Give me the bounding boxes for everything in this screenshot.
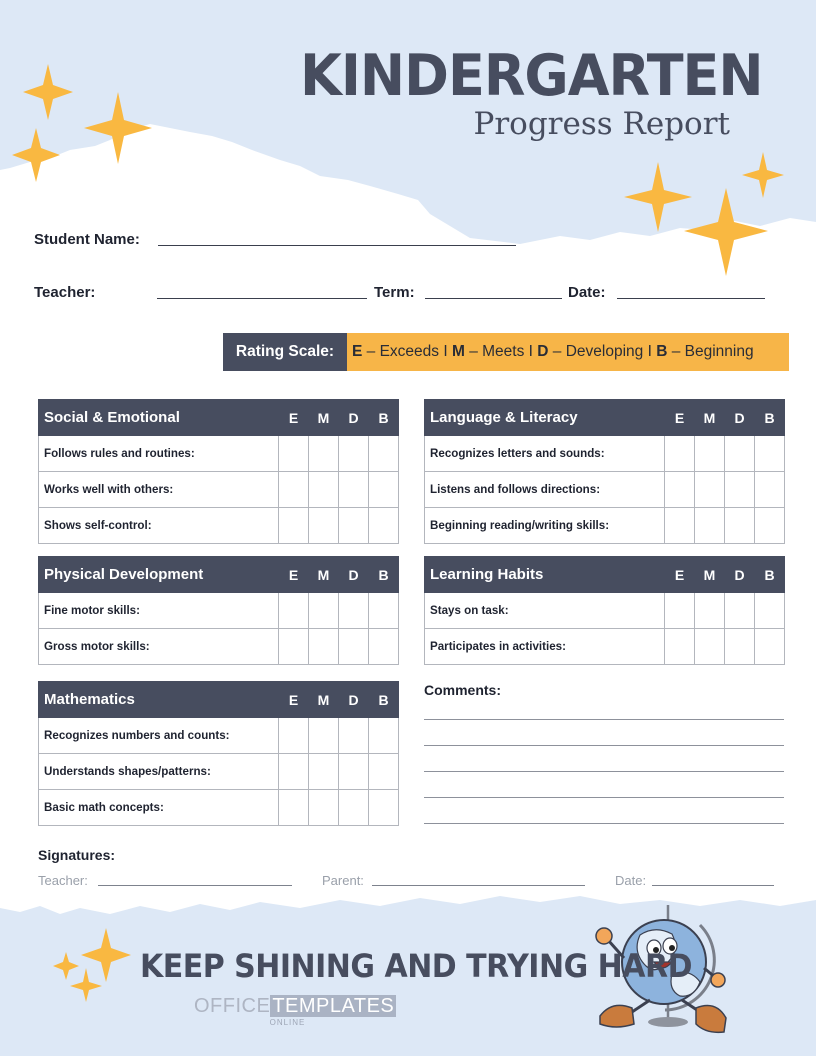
page-subtitle: Progress Report bbox=[473, 106, 730, 142]
col-m: M bbox=[309, 400, 339, 436]
col-b: B bbox=[369, 557, 399, 593]
rating-cell[interactable] bbox=[755, 436, 785, 472]
col-b: B bbox=[755, 557, 785, 593]
table-row bbox=[39, 718, 399, 754]
rating-cell[interactable] bbox=[309, 593, 339, 629]
rating-cell[interactable] bbox=[695, 472, 725, 508]
rating-separator: I bbox=[647, 343, 652, 360]
section-title: Language & Literacy bbox=[425, 400, 665, 436]
rating-cell[interactable] bbox=[665, 436, 695, 472]
term-field[interactable] bbox=[425, 298, 562, 299]
office-templates-logo bbox=[194, 995, 395, 1029]
rating-separator: I bbox=[443, 343, 448, 360]
rating-cell[interactable] bbox=[309, 508, 339, 544]
comment-line[interactable] bbox=[424, 719, 784, 720]
rating-cell[interactable] bbox=[309, 754, 339, 790]
table-row bbox=[39, 629, 399, 665]
skill-label: Recognizes letters and sounds: bbox=[425, 436, 665, 472]
skill-label: Listens and follows directions: bbox=[425, 472, 665, 508]
rating-cell[interactable] bbox=[279, 790, 309, 826]
col-d: D bbox=[725, 400, 755, 436]
signature-parent-label: Parent: bbox=[322, 873, 364, 888]
table-mathematics bbox=[38, 681, 399, 826]
table-row bbox=[425, 436, 785, 472]
col-d: D bbox=[725, 557, 755, 593]
col-m: M bbox=[309, 682, 339, 718]
rating-key: D bbox=[537, 343, 549, 360]
rating-separator: I bbox=[528, 343, 533, 360]
rating-cell[interactable] bbox=[665, 593, 695, 629]
rating-cell[interactable] bbox=[279, 436, 309, 472]
rating-cell[interactable] bbox=[725, 593, 755, 629]
logo-part-2: TEMPLATES bbox=[272, 995, 395, 1017]
skill-label: Shows self-control: bbox=[39, 508, 279, 544]
rating-cell[interactable] bbox=[279, 593, 309, 629]
rating-cell[interactable] bbox=[695, 436, 725, 472]
rating-text: – Exceeds bbox=[362, 343, 444, 360]
rating-cell[interactable] bbox=[725, 436, 755, 472]
rating-key: M bbox=[451, 343, 465, 360]
rating-text: – Beginning bbox=[667, 343, 754, 360]
rating-cell[interactable] bbox=[339, 718, 369, 754]
col-e: E bbox=[279, 682, 309, 718]
section-title: Mathematics bbox=[39, 682, 279, 718]
rating-cell[interactable] bbox=[339, 754, 369, 790]
rating-key: E bbox=[352, 343, 363, 360]
rating-cell[interactable] bbox=[279, 718, 309, 754]
col-m: M bbox=[309, 557, 339, 593]
table-row bbox=[425, 593, 785, 629]
col-b: B bbox=[369, 682, 399, 718]
section-title: Physical Development bbox=[39, 557, 279, 593]
skill-label: Follows rules and routines: bbox=[39, 436, 279, 472]
rating-cell[interactable] bbox=[725, 472, 755, 508]
rating-cell[interactable] bbox=[309, 718, 339, 754]
comments-label: Comments: bbox=[424, 682, 502, 698]
rating-cell[interactable] bbox=[695, 508, 725, 544]
rating-cell[interactable] bbox=[665, 629, 695, 665]
rating-cell[interactable] bbox=[369, 593, 399, 629]
rating-cell[interactable] bbox=[279, 472, 309, 508]
signature-teacher-field[interactable] bbox=[98, 885, 292, 886]
footer-slogan: KEEP SHINING AND TRYING HARD bbox=[140, 948, 692, 986]
col-e: E bbox=[279, 400, 309, 436]
rating-cell[interactable] bbox=[695, 629, 725, 665]
skill-label: Basic math concepts: bbox=[39, 790, 279, 826]
skill-label: Fine motor skills: bbox=[39, 593, 279, 629]
skill-label: Works well with others: bbox=[39, 472, 279, 508]
rating-cell[interactable] bbox=[339, 472, 369, 508]
table-row bbox=[39, 790, 399, 826]
comment-line[interactable] bbox=[424, 771, 784, 772]
rating-cell[interactable] bbox=[309, 472, 339, 508]
skill-label: Understands shapes/patterns: bbox=[39, 754, 279, 790]
student-name-field[interactable] bbox=[158, 245, 516, 246]
table-social-emotional bbox=[38, 399, 399, 544]
table-row bbox=[425, 508, 785, 544]
date-field[interactable] bbox=[617, 298, 765, 299]
rating-cell[interactable] bbox=[339, 629, 369, 665]
col-b: B bbox=[369, 400, 399, 436]
student-name-label: Student Name: bbox=[34, 231, 140, 248]
rating-cell[interactable] bbox=[369, 754, 399, 790]
rating-cell[interactable] bbox=[369, 508, 399, 544]
rating-key: B bbox=[656, 343, 668, 360]
skill-label: Gross motor skills: bbox=[39, 629, 279, 665]
col-m: M bbox=[695, 400, 725, 436]
col-m: M bbox=[695, 557, 725, 593]
signature-parent-field[interactable] bbox=[372, 885, 585, 886]
comment-line[interactable] bbox=[424, 823, 784, 824]
logo-part-3: ONLINE bbox=[269, 1018, 306, 1027]
signature-date-field[interactable] bbox=[652, 885, 774, 886]
rating-cell[interactable] bbox=[339, 508, 369, 544]
rating-cell[interactable] bbox=[665, 472, 695, 508]
col-d: D bbox=[339, 682, 369, 718]
col-d: D bbox=[339, 400, 369, 436]
rating-cell[interactable] bbox=[665, 508, 695, 544]
table-row bbox=[39, 593, 399, 629]
rating-cell[interactable] bbox=[369, 790, 399, 826]
rating-cell[interactable] bbox=[339, 790, 369, 826]
col-b: B bbox=[755, 400, 785, 436]
table-row bbox=[39, 436, 399, 472]
rating-cell[interactable] bbox=[369, 718, 399, 754]
page-title: KINDERGARTEN bbox=[300, 42, 763, 109]
section-title: Learning Habits bbox=[425, 557, 665, 593]
term-label: Term: bbox=[374, 284, 415, 301]
rating-cell[interactable] bbox=[279, 629, 309, 665]
rating-cell[interactable] bbox=[279, 754, 309, 790]
table-physical-development bbox=[38, 556, 399, 665]
comment-line[interactable] bbox=[424, 745, 784, 746]
rating-cell[interactable] bbox=[755, 629, 785, 665]
col-e: E bbox=[665, 557, 695, 593]
col-d: D bbox=[339, 557, 369, 593]
rating-text: – Meets bbox=[464, 343, 529, 360]
comment-line[interactable] bbox=[424, 797, 784, 798]
rating-cell[interactable] bbox=[279, 508, 309, 544]
rating-cell[interactable] bbox=[339, 436, 369, 472]
rating-scale-label: Rating Scale: bbox=[223, 333, 347, 371]
rating-cell[interactable] bbox=[725, 508, 755, 544]
col-e: E bbox=[279, 557, 309, 593]
rating-cell[interactable] bbox=[309, 629, 339, 665]
rating-cell[interactable] bbox=[369, 436, 399, 472]
table-learning-habits bbox=[424, 556, 785, 665]
rating-scale-legend bbox=[347, 333, 789, 371]
table-row bbox=[39, 472, 399, 508]
signature-date-label: Date: bbox=[615, 873, 647, 888]
table-row bbox=[39, 508, 399, 544]
teacher-label: Teacher: bbox=[34, 284, 96, 301]
skill-label: Beginning reading/writing skills: bbox=[425, 508, 665, 544]
rating-cell[interactable] bbox=[695, 593, 725, 629]
col-e: E bbox=[665, 400, 695, 436]
rating-cell[interactable] bbox=[755, 508, 785, 544]
date-label: Date: bbox=[568, 284, 606, 301]
rating-scale bbox=[223, 333, 789, 371]
rating-cell[interactable] bbox=[755, 593, 785, 629]
signature-teacher-label: Teacher: bbox=[38, 873, 88, 888]
rating-cell[interactable] bbox=[369, 629, 399, 665]
logo-part-1: OFFICE bbox=[194, 995, 271, 1017]
skill-label: Recognizes numbers and counts: bbox=[39, 718, 279, 754]
skill-label: Stays on task: bbox=[425, 593, 665, 629]
skill-label: Participates in activities: bbox=[425, 629, 665, 665]
table-language-literacy bbox=[424, 399, 785, 544]
rating-cell[interactable] bbox=[369, 472, 399, 508]
rating-cell[interactable] bbox=[309, 790, 339, 826]
signatures-label: Signatures: bbox=[38, 847, 116, 863]
table-row bbox=[39, 754, 399, 790]
rating-cell[interactable] bbox=[339, 593, 369, 629]
rating-cell[interactable] bbox=[755, 472, 785, 508]
table-row bbox=[425, 472, 785, 508]
rating-text: – Developing bbox=[548, 343, 648, 360]
section-title: Social & Emotional bbox=[39, 400, 279, 436]
teacher-field[interactable] bbox=[157, 298, 367, 299]
rating-cell[interactable] bbox=[309, 436, 339, 472]
rating-cell[interactable] bbox=[725, 629, 755, 665]
table-row bbox=[425, 629, 785, 665]
